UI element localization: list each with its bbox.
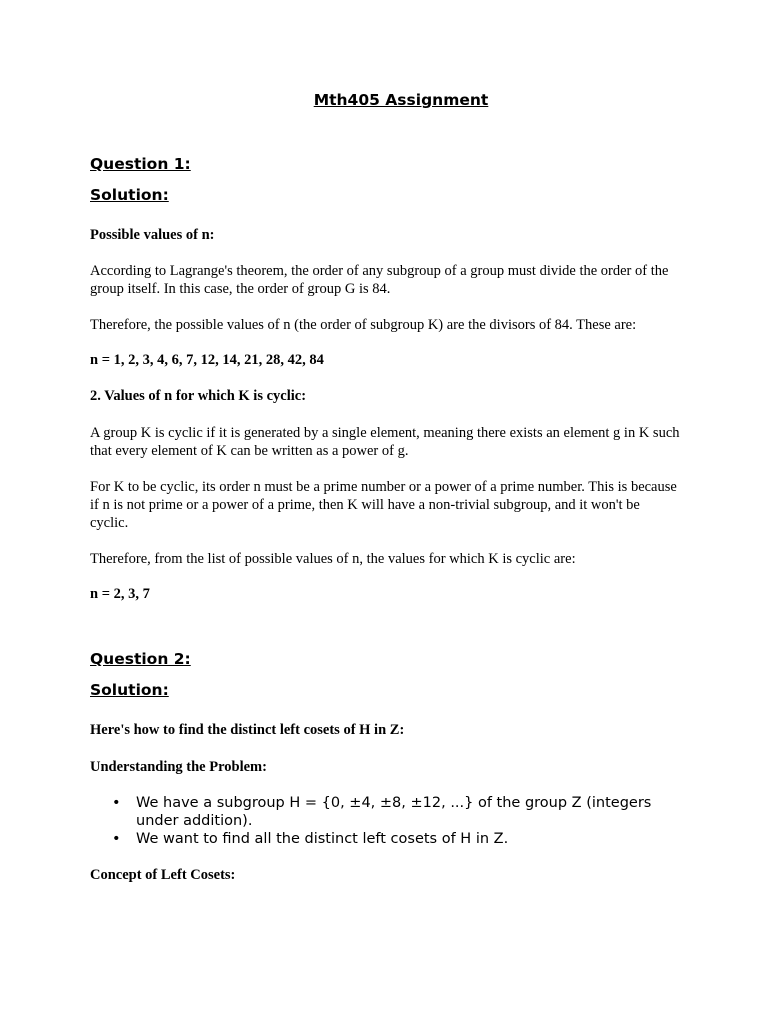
- divisors-list: n = 1, 2, 3, 4, 6, 7, 12, 14, 21, 28, 42, 84: [90, 352, 324, 368]
- understanding-heading: Understanding the Problem:: [90, 759, 267, 775]
- bullet-icon: •: [112, 831, 121, 847]
- cyclic-definition-paragraph: A group K is cyclic if it is generated by a single element, meaning there exists an element g in K such that every element of K can be written as a power of g.: [90, 425, 680, 459]
- concept-heading: Concept of Left Cosets:: [90, 867, 236, 883]
- cyclic-values: n = 2, 3, 7: [90, 586, 150, 602]
- cyclic-heading: 2. Values of n for which K is cyclic:: [90, 388, 307, 404]
- list-item: [90, 830, 680, 848]
- list-item: [90, 794, 680, 830]
- cosets-intro: Here's how to find the distinct left cosets of H in Z:: [90, 722, 405, 738]
- divisors-paragraph: Therefore, the possible values of n (the order of subgroup K) are the divisors of 84. These are:: [90, 317, 637, 333]
- question-1-heading: Question 1:: [90, 155, 191, 173]
- lagrange-paragraph: According to Lagrange's theorem, the order of any subgroup of a group must divide the order of the group itself. In this case, the order of group G is 84.: [90, 263, 669, 297]
- possible-values-heading: Possible values of n:: [90, 227, 215, 243]
- question-2-heading: Question 2:: [90, 650, 191, 668]
- cyclic-conclusion-paragraph: Therefore, from the list of possible values of n, the values for which K is cyclic are:: [90, 551, 576, 567]
- cyclic-condition-paragraph: For K to be cyclic, its order n must be a prime number or a power of a prime number. This is because if n is not prime or a power of a prime, then K will have a non-trivial subgroup, and it won't be cyclic.: [90, 479, 677, 531]
- question-1-solution-heading: Solution:: [90, 186, 169, 204]
- bullet-text: We have a subgroup H = {0, ±4, ±8, ±12, ...} of the group Z (integers under addition).: [136, 795, 652, 829]
- document-title: Mth405 Assignment: [313, 91, 489, 109]
- bullet-text: We want to find all the distinct left cosets of H in Z.: [136, 831, 509, 847]
- bullet-icon: •: [112, 795, 121, 811]
- problem-bullet-list: [90, 794, 680, 848]
- question-2-solution-heading: Solution:: [90, 681, 169, 699]
